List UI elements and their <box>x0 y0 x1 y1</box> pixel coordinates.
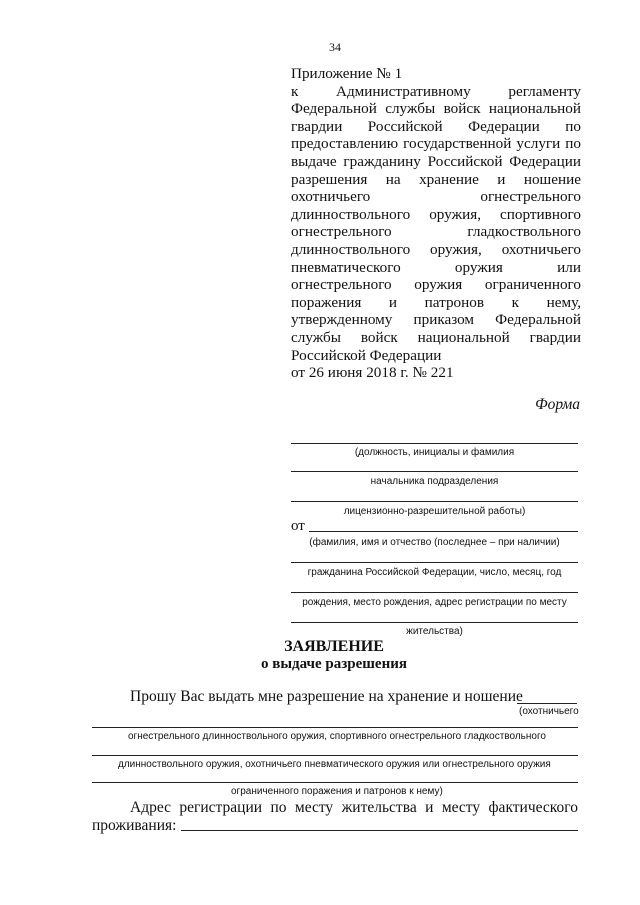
appendix-line: разрешения на хранение и ношение <box>291 170 581 188</box>
appendix-line: Федеральной службы войск национальной <box>291 100 581 118</box>
document-title: ЗАЯВЛЕНИЕ <box>284 638 384 655</box>
field-caption: жительства) <box>406 626 463 637</box>
appendix-line: поражения и патронов к нему, <box>291 293 581 311</box>
appendix-line: к Административному регламенту <box>291 82 581 100</box>
field-caption: (охотничьего <box>519 706 579 717</box>
appendix-line: службы войск национальной гвардии <box>291 328 581 346</box>
weapon-type-field[interactable] <box>517 703 577 704</box>
appendix-line: огнестрельного оружия ограниченного <box>291 276 581 294</box>
appendix-line: Российской Федерации <box>291 346 442 364</box>
address-text: Адрес регистрации по месту жительства и месту фактического <box>130 799 578 816</box>
appendix-line: охотничьего огнестрельного <box>291 188 581 206</box>
field-caption: начальника подразделения <box>370 476 499 487</box>
appendix-line: гвардии Российской Федерации по <box>291 117 581 135</box>
appendix-line: длинноствольного оружия, охотничьего <box>291 240 581 258</box>
field-caption: ограниченного поражения и патронов к нему) <box>231 786 443 797</box>
form-label: Форма <box>535 396 580 413</box>
recipient-office-field[interactable] <box>291 501 578 518</box>
applicant-citizen-field[interactable] <box>291 562 578 579</box>
appendix-line: утвержденному приказом Федеральной <box>291 311 581 329</box>
applicant-name-field[interactable] <box>291 519 578 534</box>
applicant-residence-field[interactable] <box>291 622 578 638</box>
weapon-line-1[interactable] <box>92 727 578 728</box>
document-subtitle: о выдаче разрешения <box>260 656 407 672</box>
applicant-birth-field[interactable] <box>291 592 578 609</box>
appendix-line: пневматического оружия или <box>291 258 581 276</box>
appendix-line: выдаче гражданину Российской Федерации <box>291 152 581 170</box>
field-caption: длинноствольного оружия, охотничьего пневматического оружия или огнестрельного оружия <box>118 759 551 770</box>
field-caption: лицензионно-разрешительной работы) <box>343 506 526 517</box>
address-field[interactable] <box>181 830 578 831</box>
appendix-line: предоставлению государственной услуги по <box>291 135 581 153</box>
recipient-department-field[interactable] <box>291 471 578 488</box>
field-caption: рождения, место рождения, адрес регистрации по месту <box>302 597 567 608</box>
page-number: 34 <box>329 40 341 54</box>
weapon-line-3[interactable] <box>92 782 578 783</box>
field-caption: (фамилия, имя и отчество (последнее – при наличии) <box>309 537 560 548</box>
field-caption: (должность, инициалы и фамилия <box>354 447 515 458</box>
field-caption: гражданина Российской Федерации, число, месяц, год <box>307 567 562 578</box>
appendix-line: от 26 июня 2018 г. № 221 <box>291 364 454 382</box>
field-caption: огнестрельного длинноствольного оружия, спортивного огнестрельного гладкоствольного <box>128 731 546 742</box>
weapon-line-2[interactable] <box>92 755 578 756</box>
address-label: проживания: <box>92 817 177 834</box>
appendix-line: огнестрельного гладкоствольного <box>291 223 581 241</box>
recipient-position-field[interactable] <box>291 443 578 459</box>
appendix-line: Приложение № 1 <box>291 65 403 82</box>
from-label: от <box>291 518 305 534</box>
request-text: Прошу Вас выдать мне разрешение на хранение и ношение <box>130 688 523 705</box>
appendix-line: длинноствольного оружия, спортивного <box>291 205 581 223</box>
appendix-header <box>291 65 581 382</box>
